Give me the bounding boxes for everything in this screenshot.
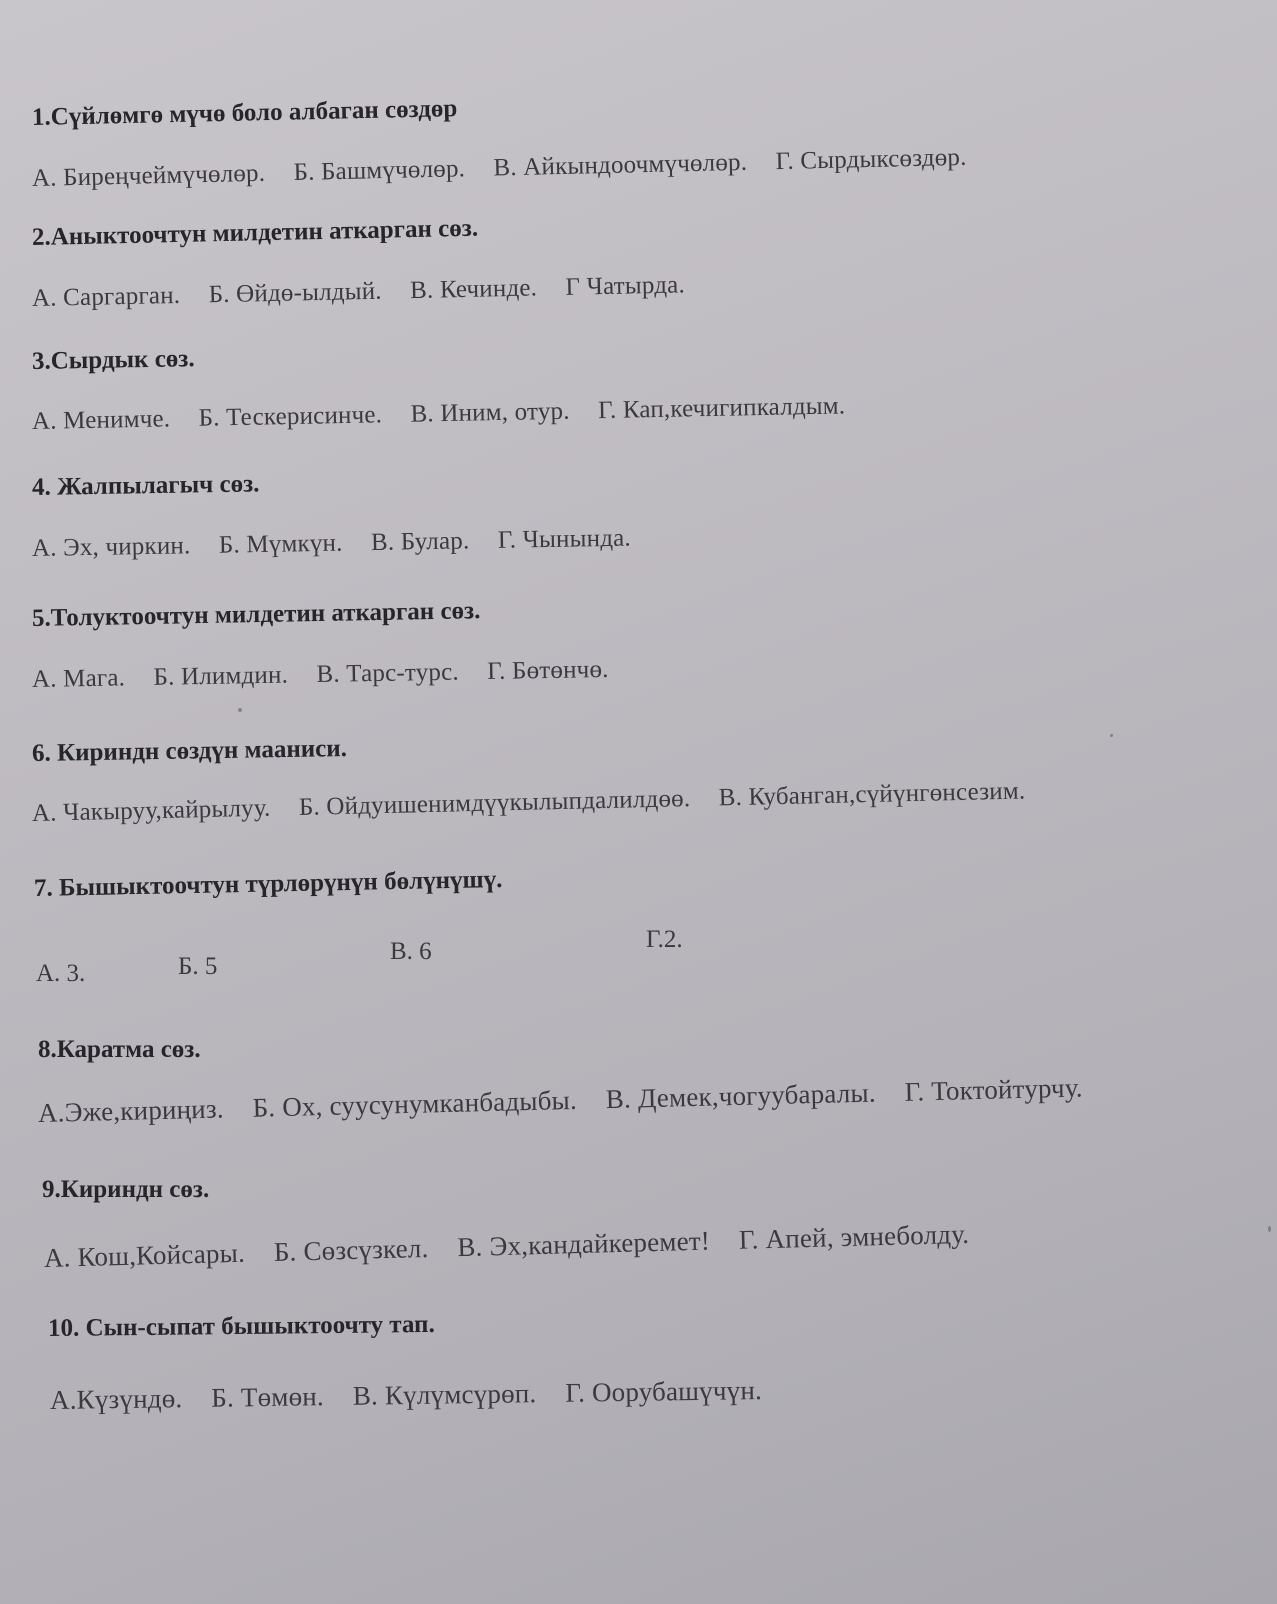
question-7-option-b: Б. 5 bbox=[178, 953, 218, 980]
question-5-option-c: В. Тарс-турс. bbox=[316, 658, 460, 689]
question-2-option-d: Г Чатырда. bbox=[565, 271, 686, 301]
question-1-title: 1.Сүйлөмгө мүчө боло албаган сөздөр bbox=[31, 95, 458, 131]
question-10-option-b: Б. Төмөн. bbox=[211, 1381, 325, 1413]
question-9-option-b: Б. Сөзсүзкел. bbox=[273, 1232, 429, 1267]
question-5-option-d: Г. Бөтөнчө. bbox=[487, 655, 609, 686]
question-4-option-b: Б. Мүмкүн. bbox=[218, 529, 343, 559]
question-9-title: 9.Кириндн сөз. bbox=[42, 1176, 210, 1203]
question-5-option-b: Б. Илимдин. bbox=[153, 661, 289, 691]
question-10-option-a: А.Күзүндө. bbox=[49, 1383, 183, 1415]
question-8-option-a: А.Эже,кириңиз. bbox=[37, 1093, 225, 1128]
paper-speck bbox=[1110, 734, 1113, 737]
question-9-option-c: В. Эх,кандайкеремет! bbox=[456, 1225, 711, 1263]
question-5-option-a: А. Мага. bbox=[31, 664, 126, 693]
question-10-title: 10. Сын-сыпат бышыктоочту тап. bbox=[47, 1310, 435, 1342]
question-3-options bbox=[32, 392, 868, 436]
question-2-options bbox=[32, 271, 707, 313]
question-9-option-a: А. Кош,Койсары. bbox=[43, 1237, 246, 1273]
question-8-option-d: Г. Токтойтурчу. bbox=[904, 1072, 1084, 1107]
question-1-option-d: Г. Сырдыксөздөр. bbox=[775, 143, 967, 176]
question-1-option-b: Б. Башмүчөлөр. bbox=[293, 155, 466, 187]
question-5-title: 5.Толуктоочтун милдетин аткарган сөз. bbox=[31, 597, 481, 632]
paper-speck bbox=[1268, 1226, 1271, 1232]
question-6-option-b: Б. Ойдуишенимдүүкылыпдалилдөө. bbox=[298, 785, 691, 821]
question-9-options bbox=[44, 1218, 992, 1274]
question-2-title: 2.Аныктоочтун милдетин аткарган сөз. bbox=[31, 214, 479, 251]
question-6-option-c: В. Кубанган,сүйүнгөнсезим. bbox=[718, 777, 1026, 812]
question-6-options bbox=[32, 777, 1048, 828]
question-4-option-d: Г. Чынында. bbox=[497, 524, 632, 554]
question-1-option-a: А. Биреңчеймүчөлөр. bbox=[31, 159, 266, 192]
question-4-option-c: В. Булар. bbox=[370, 527, 470, 557]
question-1-options bbox=[32, 143, 989, 193]
question-8-title: 8.Каратма сөз. bbox=[38, 1036, 201, 1063]
question-6-option-a: А. Чакыруу,кайрылуу. bbox=[31, 794, 271, 827]
question-10-options bbox=[50, 1375, 784, 1416]
question-8-option-b: Б. Ох, суусунумканбадыбы. bbox=[252, 1084, 578, 1123]
question-7-title: 7. Бышыктоочтун түрлөрүнүн бөлүнүшү. bbox=[33, 866, 503, 902]
question-9-option-d: Г. Апей, эмнеболду. bbox=[738, 1218, 970, 1255]
question-3-option-d: Г. Кап,кечигипкалдым. bbox=[597, 392, 846, 425]
question-4-options bbox=[32, 524, 653, 563]
question-3-option-b: Б. Тескерисинче. bbox=[198, 401, 383, 432]
question-10-option-d: Г. Оорубашүчүн. bbox=[565, 1375, 763, 1408]
question-6-title: 6. Кириндн сөздүн мааниси. bbox=[31, 735, 348, 767]
question-3-option-a: А. Менимче. bbox=[31, 405, 171, 435]
question-7-option-d: Г.2. bbox=[646, 926, 683, 953]
question-8-options bbox=[38, 1072, 1105, 1129]
question-2-option-a: А. Саргарган. bbox=[31, 281, 181, 312]
question-2-option-c: В. Кечинде. bbox=[409, 274, 538, 305]
paper-speck bbox=[238, 708, 242, 712]
question-7-option-a: А. 3. bbox=[36, 960, 86, 987]
question-4-option-a: А. Эх, чиркин. bbox=[31, 532, 191, 562]
question-10-option-c: В. Күлүмсүрөп. bbox=[352, 1378, 537, 1411]
question-4-title: 4. Жалпылагыч сөз. bbox=[31, 470, 260, 501]
question-3-title: 3.Сырдык сөз. bbox=[31, 345, 195, 375]
question-2-option-b: Б. Өйдө-ылдый. bbox=[208, 277, 382, 309]
question-7-option-c: В. 6 bbox=[390, 938, 432, 965]
question-8-option-c: В. Демек,чогуубаралы. bbox=[605, 1077, 877, 1115]
question-3-option-c: В. Иним, отур. bbox=[410, 397, 570, 428]
question-5-options bbox=[32, 656, 631, 694]
question-1-option-c: В. Айкындоочмүчөлөр. bbox=[493, 148, 748, 182]
